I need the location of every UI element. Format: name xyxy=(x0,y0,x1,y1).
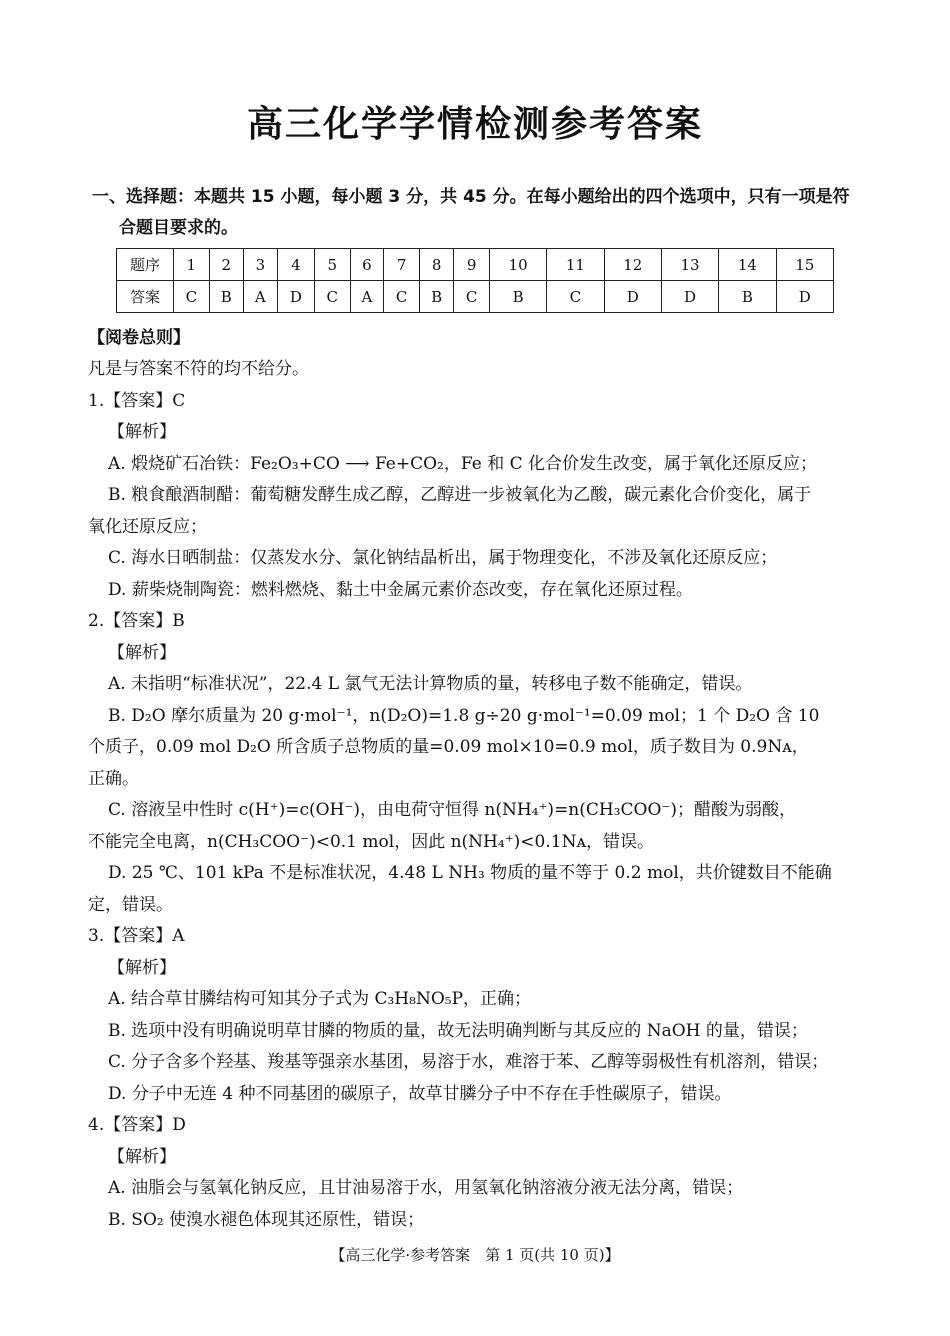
explanation-line: A. 结合草甘膦结构可知其分子式为 C₃H₈NO₅P，正确； xyxy=(108,989,532,1009)
explanation-line: C. 溶液呈中性时 c(H⁺)=c(OH⁻)，由电荷守恒得 n(NH₄⁺)=n(CH₃COO⁻)；醋酸为弱酸， xyxy=(108,800,797,820)
table-cell: 4 xyxy=(277,249,314,281)
analysis-heading: 【解析】 xyxy=(108,1147,176,1167)
table-cell: 3 xyxy=(243,249,277,281)
explanation-line: A. 煅烧矿石冶铁：Fe₂O₃+CO ⟶ Fe+CO₂，Fe 和 C 化合价发生改变，属于氧化还原反应； xyxy=(108,454,818,474)
page-title: 高三化学学情检测参考答案 xyxy=(246,104,703,145)
table-cell: A xyxy=(350,281,384,313)
answer-line: 3.【答案】A xyxy=(88,926,185,946)
explanation-line: B. 选项中没有明确说明草甘膦的物质的量，故无法明确判断与其反应的 NaOH 的量，错误； xyxy=(108,1021,808,1041)
table-cell: B xyxy=(209,281,243,313)
table-cell: B xyxy=(489,281,546,313)
table-cell: 13 xyxy=(661,249,718,281)
grading-heading: 【阅卷总则】 xyxy=(88,328,190,348)
table-cell: D xyxy=(604,281,661,313)
table-cell: C xyxy=(174,281,210,313)
table-cell: 6 xyxy=(350,249,384,281)
explanation-line: A. 未指明“标准状况”，22.4 L 氯气无法计算物质的量，转移电子数不能确定，错误。 xyxy=(108,674,753,694)
explanation-line: D. 25 ℃、101 kPa 不是标准状况，4.48 L NH₃ 物质的量不等于 0.2 mol，共价键数目不能确 xyxy=(108,863,832,883)
table-cell: 10 xyxy=(489,249,546,281)
explanation-line: B. SO₂ 使溴水褪色体现其还原性，错误； xyxy=(108,1210,425,1230)
table-cell: B xyxy=(419,281,453,313)
explanation-line: 个质子，0.09 mol D₂O 所含质子总物质的量=0.09 mol×10=0.9 mol，质子数目为 0.9Nᴀ， xyxy=(88,737,809,757)
explanation-line: 不能完全电离，n(CH₃COO⁻)<0.1 mol，因此 n(NH₄⁺)<0.1Nᴀ，错误。 xyxy=(88,832,655,852)
table-cell: C xyxy=(547,281,604,313)
answer-line: 4.【答案】D xyxy=(88,1115,186,1135)
table-cell: C xyxy=(454,281,490,313)
table-cell: D xyxy=(661,281,718,313)
table-row-numbers xyxy=(117,249,834,281)
answer-line: 2.【答案】B xyxy=(88,611,185,631)
table-cell: 11 xyxy=(547,249,604,281)
table-cell: 15 xyxy=(776,249,833,281)
explanation-line: 正确。 xyxy=(88,769,139,789)
grading-text: 凡是与答案不符的均不给分。 xyxy=(88,359,309,379)
answer-table xyxy=(116,248,834,313)
table-cell: 14 xyxy=(719,249,776,281)
explanation-line: D. 薪柴烧制陶瓷：燃料燃烧、黏土中金属元素价态改变，存在氧化还原过程。 xyxy=(108,580,693,600)
table-cell: D xyxy=(277,281,314,313)
explanation-line: B. D₂O 摩尔质量为 20 g·mol⁻¹，n(D₂O)=1.8 g÷20 g·mol⁻¹=0.09 mol；1 个 D₂O 含 10 xyxy=(108,706,820,726)
page-footer: 【高三化学·参考答案 第 1 页(共 10 页)】 xyxy=(330,1246,620,1264)
section-heading-line1: 一、选择题：本题共 15 小题，每小题 3 分，共 45 分。在每小题给出的四个选项中，只有一项是符 xyxy=(92,187,850,207)
table-label-number: 题序 xyxy=(117,249,174,281)
explanation-line: C. 分子含多个羟基、羧基等强亲水基团，易溶于水，难溶于苯、乙醇等弱极性有机溶剂，错误； xyxy=(108,1052,829,1072)
table-row-answers xyxy=(117,281,834,313)
table-cell: C xyxy=(384,281,420,313)
explanation-line: C. 海水日晒制盐：仅蒸发水分、氯化钠结晶析出，属于物理变化，不涉及氧化还原反应； xyxy=(108,548,778,568)
explanation-line: B. 粮食酿酒制醋：葡萄糖发酵生成乙醇，乙醇进一步被氧化为乙酸，碳元素化合价变化，属于 xyxy=(108,485,812,505)
explanation-line: A. 油脂会与氢氧化钠反应，且甘油易溶于水，用氢氧化钠溶液分液无法分离，错误； xyxy=(108,1178,744,1198)
table-cell: 9 xyxy=(454,249,490,281)
table-cell: D xyxy=(776,281,833,313)
table-label-answer: 答案 xyxy=(117,281,174,313)
analysis-heading: 【解析】 xyxy=(108,643,176,663)
explanation-line: 定，错误。 xyxy=(88,895,173,915)
table-cell: 5 xyxy=(314,249,350,281)
analysis-heading: 【解析】 xyxy=(108,958,176,978)
table-cell: 8 xyxy=(419,249,453,281)
table-cell: B xyxy=(719,281,776,313)
section-heading-line2: 合题目要求的。 xyxy=(119,218,238,238)
section-heading xyxy=(92,182,862,244)
table-cell: A xyxy=(243,281,277,313)
table-cell: 2 xyxy=(209,249,243,281)
table-cell: 1 xyxy=(174,249,210,281)
table-cell: 7 xyxy=(384,249,420,281)
analysis-heading: 【解析】 xyxy=(108,422,176,442)
table-cell: C xyxy=(314,281,350,313)
table-cell: 12 xyxy=(604,249,661,281)
answer-line: 1.【答案】C xyxy=(88,391,186,411)
explanation-line: D. 分子中无连 4 种不同基团的碳原子，故草甘膦分子中不存在手性碳原子，错误。 xyxy=(108,1084,732,1104)
explanation-line: 氧化还原反应； xyxy=(88,517,207,537)
